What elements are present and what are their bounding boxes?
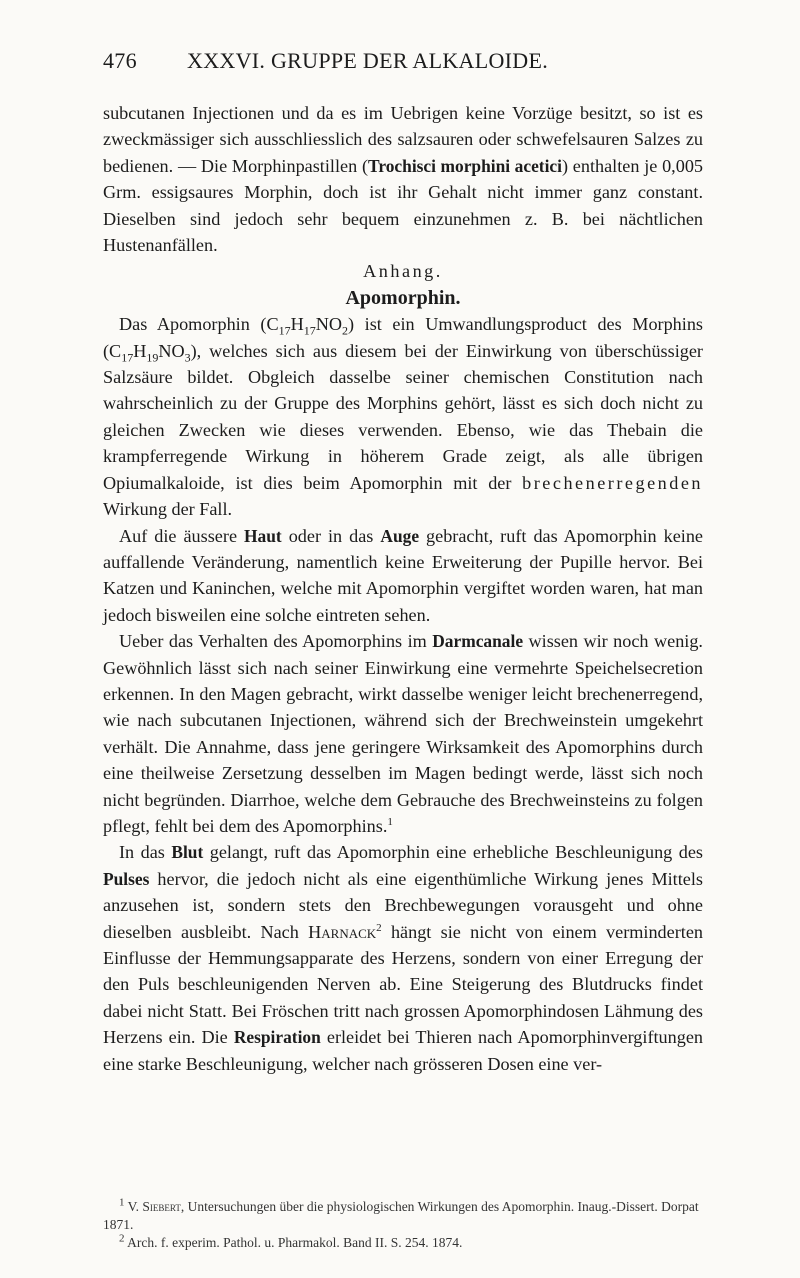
section-label: Anhang.: [363, 261, 443, 282]
footnote-ref-1: 1: [387, 815, 393, 828]
bold-term: Trochisci morphini acetici: [368, 155, 562, 176]
intro-paragraph: subcutanen Injectionen und da es im Uebrigen keine Vorzüge besitzt, so ist es zweckmässiger sich ausschliesslich des salzsauren oder schwefelsauren Salzes zu bedienen. — Die Morphinpastillen (Trochisci morphini acetici) enthalten je 0,005 Grm. essigsaures Morphin, doch ist ihr Gehalt nicht immer ganz constant. Dieselben sind jedoch sehr bequem einzunehmen z. B. bei nächtlichen Hustenanfällen.: [103, 103, 704, 256]
spaced-term: brechenerregenden: [522, 472, 703, 493]
paragraph-haut-auge: Auf die äussere Haut oder in das Auge gebracht, ruft das Apomorphin keine auffallende Veränderung, namentlich keine Erweiterung der Pupille hervor. Bei Katzen und Kaninchen, welche mit Apomorphin vergiftet worden waren, hat man jedoch bisweilen eine solche eintreten sehen.: [103, 525, 704, 625]
page-number: 476: [103, 48, 137, 73]
footnote-1: $^1$ V. Siebert, Untersuchungen über die physiologischen Wirkungen des Apomorphin. Inaug.-Dissert. Dorpat 1871.: [103, 1196, 699, 1232]
paragraph-blut: In das Blut gelangt, ruft das Apomorphin eine erhebliche Beschleunigung des Pulses hervor, die jedoch nicht als eine eigenthümliche Wirkung jenes Mittels anzusehen ist, sondern stets den Brechbewegungen vorausgeht und ohne dieselben ausbleibt. Nach Harnack$^2$ hängt sie nicht von einem verminderten Einflusse der Hemmungsapparate des Herzens, sondern von einer Erregung der den Puls beschleunigenden Nerven ab. Eine Steigerung des Blutdrucks findet dabei nicht Statt. Bei Fröschen tritt nach grossen Apomorphindosen Lähmung des Herzens ein. Die Respiration erleidet bei Thieren nach Apomorphinvergiftungen eine starke Beschleunigung, welcher nach grösseren Dosen eine ver-: [103, 842, 703, 1074]
running-header: [103, 48, 703, 82]
section-heading: Apomorphin.: [345, 286, 461, 309]
paragraph-darmcanal: Ueber das Verhalten des Apomorphins im Darmcanale wissen wir noch wenig. Gewöhnlich lässt sich nach seiner Einwirkung eine vermehrte Speichelsecretion erkennen. In den Magen gebracht, wirkt dasselbe weniger leicht brechenerregend, wie nach subcutanen Injectionen, während sich der Brechweinstein umgekehrt verhält. Die Annahme, dass jene geringere Wirksamkeit des Apomorphins durch eine theilweise Zersetzung desselben im Magen bedingt werde, lässt sich noch nicht begründen. Diarrhoe, welche dem Gebrauche des Brechweinsteins zu folgen pflegt, fehlt bei dem des Apomorphins.$^1$: [103, 631, 703, 836]
footnote-ref-2: 2: [376, 921, 382, 934]
paragraph-formula: Das Apomorphin $(C_{17}H_{17}NO_2)$ ist ein Umwandlungsproduct des Morphins $(C_{17}H_{19}NO_3)$, welches sich aus diesem bei der Einwirkung von überschüssiger Salzsäure bildet. Obgleich dasselbe seiner chemischen Constitution nach wahrscheinlich zu der Gruppe des Morphins gehört, lässt es sich doch nicht zu gleichen Zwecken wie dieses verwenden. Ebenso, wie das Thebain die krampferregende Wirkung in höherem Grade zeigt, als alle übrigen Opiumalkaloide, ist dies beim Apomorphin mit der brechenerregenden Wirkung der Fall.: [103, 314, 704, 520]
author-name: Harnack: [308, 921, 377, 942]
body-text: [103, 100, 703, 1077]
footnotes: [103, 1198, 703, 1252]
footnote-2: $^2$ Arch. f. experim. Pathol. u. Pharmakol. Band II. S. 254. 1874.: [119, 1232, 463, 1250]
running-title: XXXVI. GRUPPE DER ALKALOIDE.: [187, 48, 549, 73]
